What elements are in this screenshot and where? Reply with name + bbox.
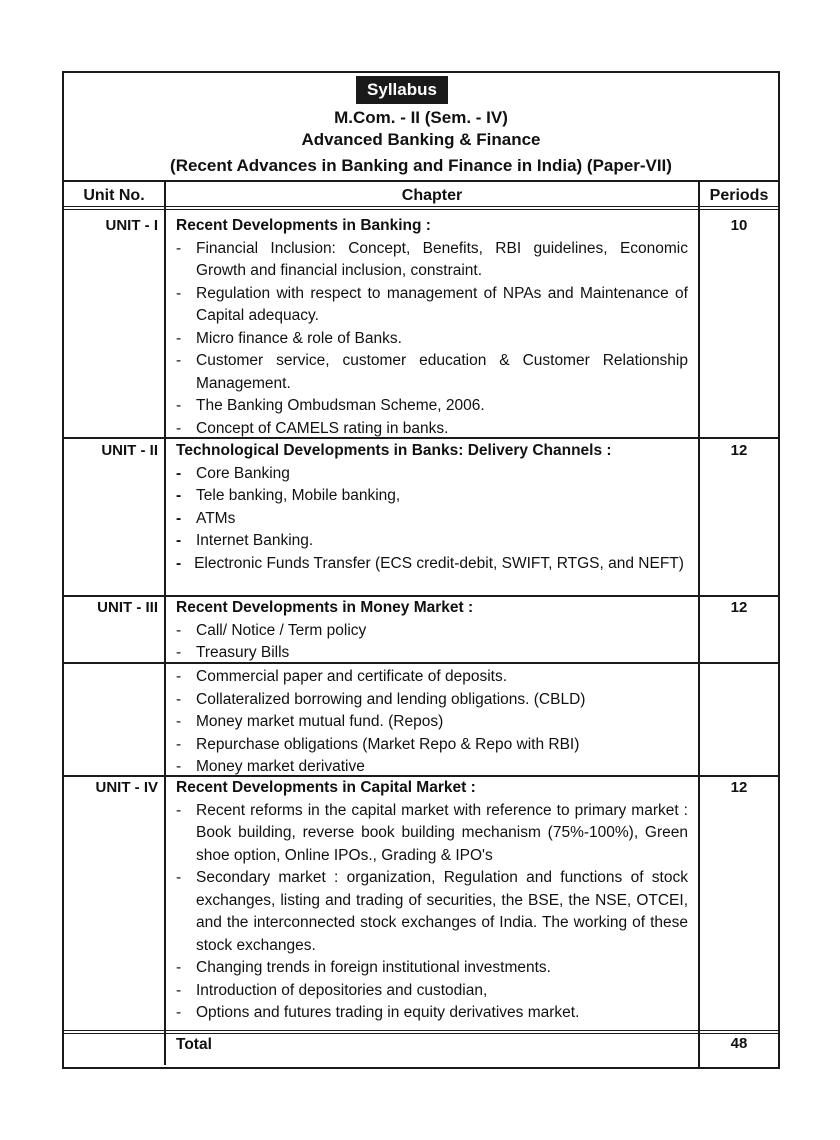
list-item: - Electronic Funds Transfer (ECS credit-debit, SWIFT, RTGS, and NEFT) xyxy=(176,554,684,572)
unit-periods: 12 xyxy=(730,779,748,796)
list-item: - Treasury Bills xyxy=(176,644,290,661)
syllabus-header xyxy=(64,73,778,182)
total-periods: 48 xyxy=(730,1035,748,1052)
unit-periods: 12 xyxy=(730,599,748,616)
list-item: - Financial Inclusion: Concept, Benefits, RBI guidelines, Economic Growth and financial inclusion, constraint. xyxy=(176,239,688,279)
unit-title: Recent Developments in Banking : xyxy=(176,217,431,234)
list-item: - Call/ Notice / Term policy xyxy=(176,621,367,639)
list-item: - Options and futures trading in equity derivatives market. xyxy=(176,1004,580,1021)
list-item: - Recent reforms in the capital market with reference to primary market : Book building, reverse book building mechanism (75%-100%), Green shoe option, Online IPOs., Grading & IPO's xyxy=(176,801,688,864)
paper-title: (Recent Advances in Banking and Finance in India) (Paper-VII) xyxy=(170,156,672,175)
total-label: Total xyxy=(176,1036,212,1053)
column-divider-periods xyxy=(698,182,700,1069)
list-item: - Money market mutual fund. (Repos) xyxy=(176,713,444,730)
syllabus-table xyxy=(62,71,780,1069)
syllabus-badge: Syllabus xyxy=(356,76,448,104)
list-item: - Regulation with respect to management of NPAs and Maintenance of Capital adequacy. xyxy=(176,284,688,324)
list-item: - The Banking Ombudsman Scheme, 2006. xyxy=(176,397,485,414)
unit-label: UNIT - II xyxy=(101,442,158,459)
header-divider xyxy=(64,180,778,182)
unit-periods: 12 xyxy=(730,442,748,459)
unit-title: Recent Developments in Money Market : xyxy=(176,599,474,616)
unit-title: Recent Developments in Capital Market : xyxy=(176,779,476,796)
unit-label: UNIT - III xyxy=(97,599,158,616)
unit-periods: 10 xyxy=(730,217,748,234)
list-item: - Micro finance & role of Banks. xyxy=(176,329,402,347)
list-item: - Repurchase obligations (Market Repo & Repo with RBI) xyxy=(176,735,580,753)
unit-title: Technological Developments in Banks: Delivery Channels : xyxy=(176,442,612,459)
list-item: - Collateralized borrowing and lending obligations. (CBLD) xyxy=(176,690,586,708)
column-head-unit: Unit No. xyxy=(83,187,145,204)
unit-label: UNIT - IV xyxy=(95,779,158,796)
unit-chapter xyxy=(176,597,688,665)
unit-chapter xyxy=(176,215,688,440)
column-head-periods: Periods xyxy=(709,187,769,204)
unit-chapter xyxy=(176,440,688,575)
list-item: - Introduction of depositories and custodian, xyxy=(176,981,488,999)
total-row xyxy=(176,1034,688,1057)
list-item: - Secondary market : organization, Regulation and functions of stock exchanges, listing and trading of securities, the BSE, the NSE, OTCEI, and the interconnected stock exchanges of India. The working of these stock exchanges. xyxy=(176,869,688,954)
unit-label: UNIT - I xyxy=(105,217,158,234)
subject-title: Advanced Banking & Finance xyxy=(301,130,541,149)
course-title: M.Com. - II (Sem. - IV) xyxy=(334,108,508,127)
column-divider-unit xyxy=(164,182,166,1065)
list-item: - Core Banking xyxy=(176,464,290,482)
list-item: - Commercial paper and certificate of deposits. xyxy=(176,668,508,685)
unit-chapter xyxy=(176,777,688,1025)
column-head-chapter: Chapter xyxy=(401,187,463,204)
list-item: - Internet Banking. xyxy=(176,532,314,549)
list-item: - Customer service, customer education & Customer Relationship Management. xyxy=(176,352,688,392)
list-item: - Tele banking, Mobile banking, xyxy=(176,487,401,504)
list-item: - Concept of CAMELS rating in banks. xyxy=(176,419,449,437)
list-item: - Changing trends in foreign institutional investments. xyxy=(176,959,551,976)
unit-chapter-continued xyxy=(176,666,688,779)
list-item: - ATMs xyxy=(176,509,236,527)
list-item: - Money market derivative xyxy=(176,758,365,775)
